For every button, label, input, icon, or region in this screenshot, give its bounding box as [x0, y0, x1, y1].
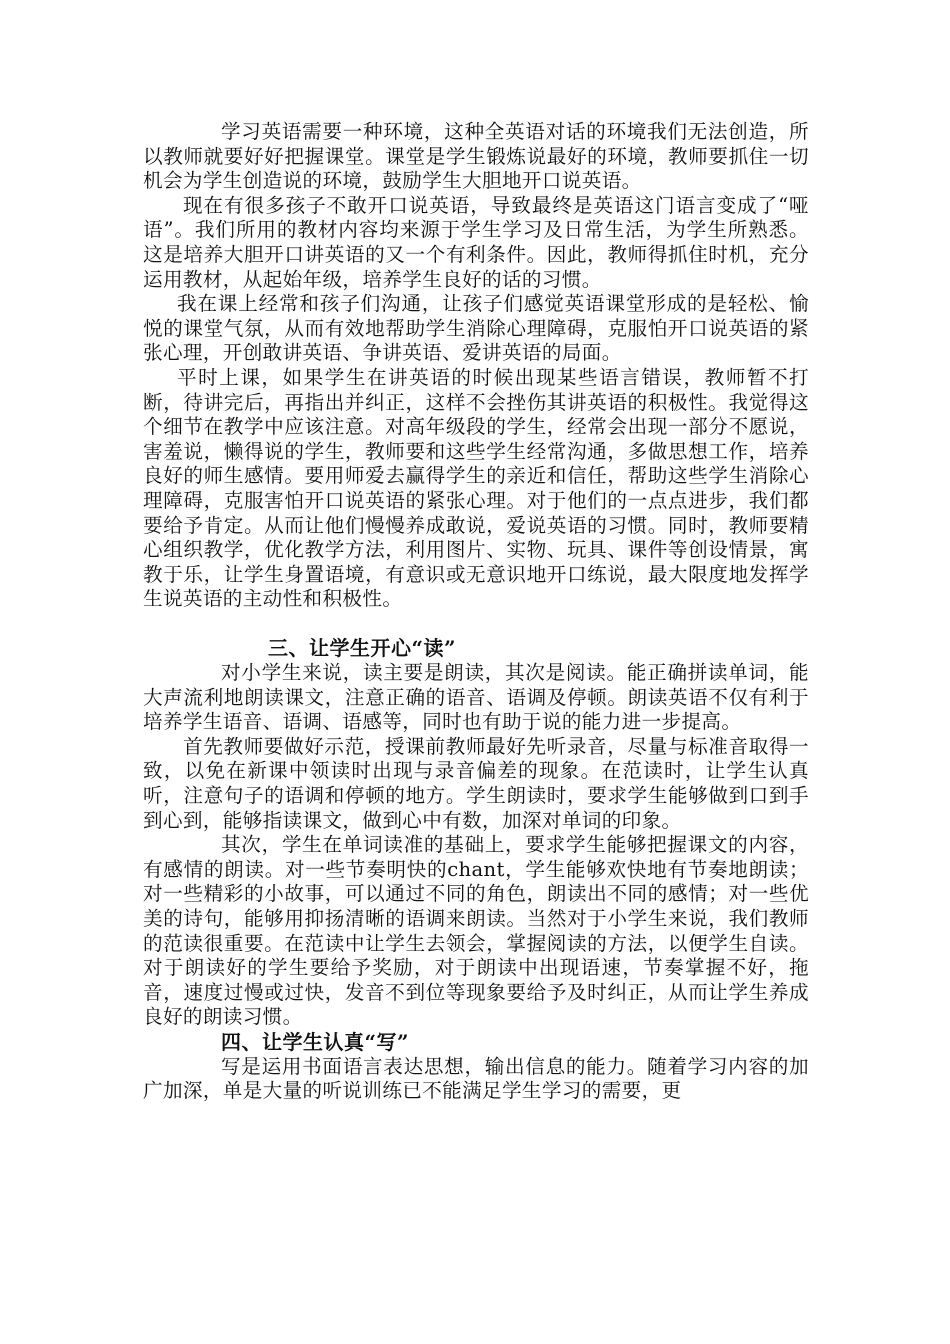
- paragraph: 对小学生来说，读主要是朗读，其次是阅读。能正确拼读单词，能大声流利地朗读课文，注意正确的语音、语调及停顿。朗读英语不仅有利于培养学生语音、语调、语感等，同时也有助于说的能力进一步提高。: [143, 661, 809, 734]
- document-page: [143, 120, 809, 1104]
- paragraph: 我在课上经常和孩子们沟通，让孩子们感觉英语课堂形成的是轻松、愉悦的课堂气氛，从而有效地帮助学生消除心理障碍，克服怕开口说英语的紧张心理，开创敢讲英语、争讲英语、爱讲英语的局面。: [143, 292, 809, 365]
- section-heading-read: 三、让学生开心“读”: [268, 636, 457, 661]
- paragraph: 平时上课，如果学生在讲英语的时候出现某些语言错误，教师暂不打断，待讲完后，再指出并纠正，这样不会挫伤其讲英语的积极性。我觉得这个细节在教学中应该注意。对高年级段的学生，经常会出现一部分不愿说，害羞说，懒得说的学生，教师要和这些学生经常沟通，多做思想工作，培养良好的师生感情。要用师爱去赢得学生的亲近和信任，帮助这些学生消除心理障碍，克服害怕开口说英语的紧张心理。对于他们的一点点进步，我们都要给予肯定。从而让他们慢慢养成敢说，爱说英语的习惯。同时，教师要精心组织教学，优化教学方法，利用图片、实物、玩具、课件等创设情景，寓教于乐，让学生身置语境，有意识或无意识地开口练说，最大限度地发挥学生说英语的主动性和积极性。: [143, 365, 809, 611]
- paragraph: 首先教师要做好示范，授课前教师最好先听录音，尽量与标准音取得一致，以免在新课中领读时出现与录音偏差的现象。在范读时，让学生认真听，注意句子的语调和停顿的地方。学生朗读时，要求学生能够做到口到手到心到，能够指读课文，做到心中有数，加深对单词的印象。: [143, 734, 809, 832]
- section-heading-write: 四、让学生认真“写”: [221, 1029, 410, 1054]
- paragraph: 学习英语需要一种环境，这种全英语对话的环境我们无法创造，所以教师就要好好把握课堂。课堂是学生锻炼说最好的环境，教师要抓住一切机会为学生创造说的环境，鼓励学生大胆地开口说英语。: [143, 120, 809, 193]
- paragraph: 写是运用书面语言表达思想，输出信息的能力。随着学习内容的加广加深，单是大量的听说训练已不能满足学生学习的需要，更: [143, 1054, 809, 1103]
- paragraph: 其次，学生在单词读准的基础上，要求学生能够把握课文的内容，有感情的朗读。对一些节奏明快的chant，学生能够欢快地有节奏地朗读；对一些精彩的小故事，可以通过不同的角色，朗读出不同的感情；对一些优美的诗句，能够用抑扬清晰的语调来朗读。当然对于小学生来说，我们教师的范读很重要。在范读中让学生去领会，掌握阅读的方法，以便学生自读。对于朗读好的学生要给予奖励，对于朗读中出现语速，节奏掌握不好，拖音，速度过慢或过快，发音不到位等现象要给予及时纠正，从而让学生养成良好的朗读习惯。: [143, 833, 809, 1029]
- paragraph: 现在有很多孩子不敢开口说英语，导致最终是英语这门语言变成了“哑语”。我们所用的教材内容均来源于学生学习及日常生活，为学生所熟悉。这是培养大胆开口讲英语的又一个有利条件。因此，教师得抓住时机，充分运用教材，从起始年级，培养学生良好的话的习惯。: [143, 193, 809, 291]
- blank-line: [143, 612, 809, 637]
